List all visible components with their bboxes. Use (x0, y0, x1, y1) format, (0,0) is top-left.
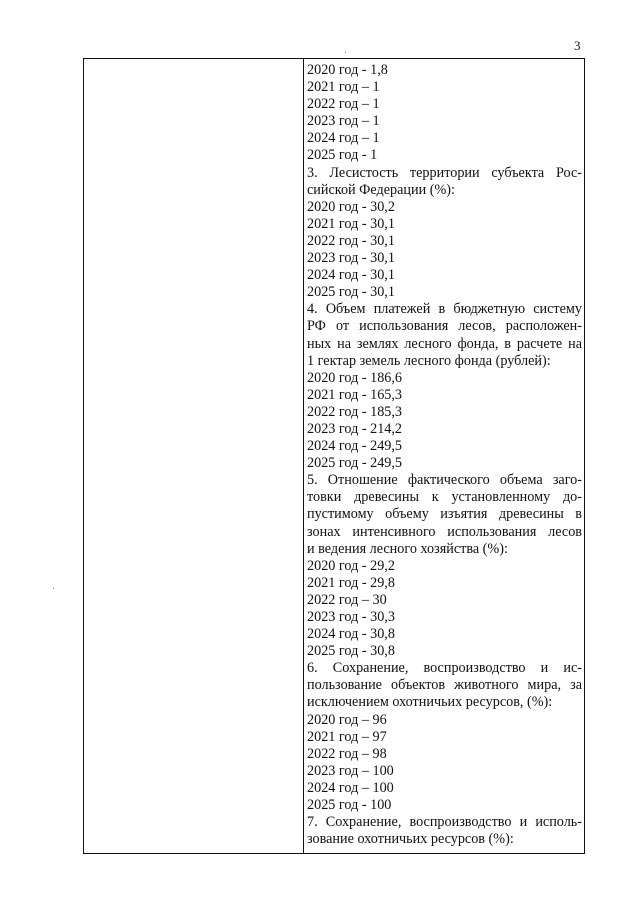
text-line: ных на землях лесного фонда, в расчете на (307, 335, 582, 352)
text-line: 2024 год - 30,1 (307, 267, 395, 284)
scan-speck (345, 52, 346, 53)
text-line: 2025 год - 249,5 (307, 455, 403, 472)
text-line: 2022 год - 185,3 (307, 403, 403, 420)
text-line: 2022 год – 98 (307, 745, 387, 762)
text-line: 2023 год - 30,3 (307, 609, 395, 625)
text-line: 2020 год - 1,8 (307, 62, 388, 78)
text-line: 2024 год – 100 (307, 779, 394, 796)
text-line: 2021 год - 30,1 (307, 215, 395, 232)
text-line: пустимому объему изъятия древесины в (307, 506, 582, 523)
column-divider (303, 59, 304, 853)
text-line: 2022 год – 30 (307, 591, 387, 608)
text-line: зование охотничьих ресурсов (%): (307, 831, 514, 848)
text-line: 2021 год – 97 (307, 728, 387, 745)
table-right-cell (305, 62, 584, 848)
text-line: 2025 год - 30,8 (307, 643, 395, 660)
text-line: 4. Объем платежей в бюджетную систему (307, 301, 582, 318)
text-line: 2025 год - 30,1 (307, 284, 395, 301)
text-line: 2020 год - 186,6 (307, 369, 403, 386)
text-line: РФ от использования лесов, расположен- (307, 318, 582, 335)
text-line: 2022 год – 1 (307, 96, 380, 113)
content-table (83, 58, 585, 854)
text-line: 2023 год – 1 (307, 113, 380, 130)
text-line: 2020 год - 30,2 (307, 198, 395, 215)
text-line: 2021 год - 29,8 (307, 574, 395, 591)
text-line: товки древесины к установленному до- (307, 489, 582, 506)
scan-speck (53, 588, 54, 589)
text-line: 2022 год - 30,1 (307, 232, 395, 249)
text-line: 6. Сохранение, воспроизводство и ис- (307, 660, 582, 677)
table-left-cell (84, 59, 303, 853)
page-number: 3 (574, 38, 581, 53)
text-line: 2024 год - 249,5 (307, 438, 403, 455)
text-line: 2021 год - 165,3 (307, 386, 403, 403)
text-line: сийской Федерации (%): (307, 181, 455, 198)
text-line: 5. Отношение фактического объема заго- (307, 472, 582, 489)
text-line: 2023 год - 214,2 (307, 420, 403, 437)
text-line: 2021 год – 1 (307, 79, 380, 96)
text-line: 2024 год - 30,8 (307, 626, 395, 643)
text-line: 2024 год – 1 (307, 130, 380, 147)
text-line: 2023 год – 100 (307, 762, 394, 779)
text-line: 2025 год - 1 (307, 147, 378, 164)
text-line: 2023 год - 30,1 (307, 250, 395, 267)
text-line: 2025 год - 100 (307, 797, 392, 814)
text-line: 7. Сохранение, воспроизводство и исполь- (307, 814, 582, 831)
text-line: и ведения лесного хозяйства (%): (307, 540, 508, 557)
text-line: 2020 год - 29,2 (307, 557, 395, 574)
text-line: исключением охотничьих ресурсов, (%): (307, 694, 553, 711)
text-line: зонах интенсивного использования лесов (307, 523, 582, 540)
text-line: 2020 год – 96 (307, 711, 387, 728)
text-line: 3. Лесистость территории субъекта Рос- (307, 164, 582, 181)
text-line: 1 гектар земель лесного фонда (рублей): (307, 352, 551, 369)
text-line: пользование объектов животного мира, за (307, 677, 582, 694)
